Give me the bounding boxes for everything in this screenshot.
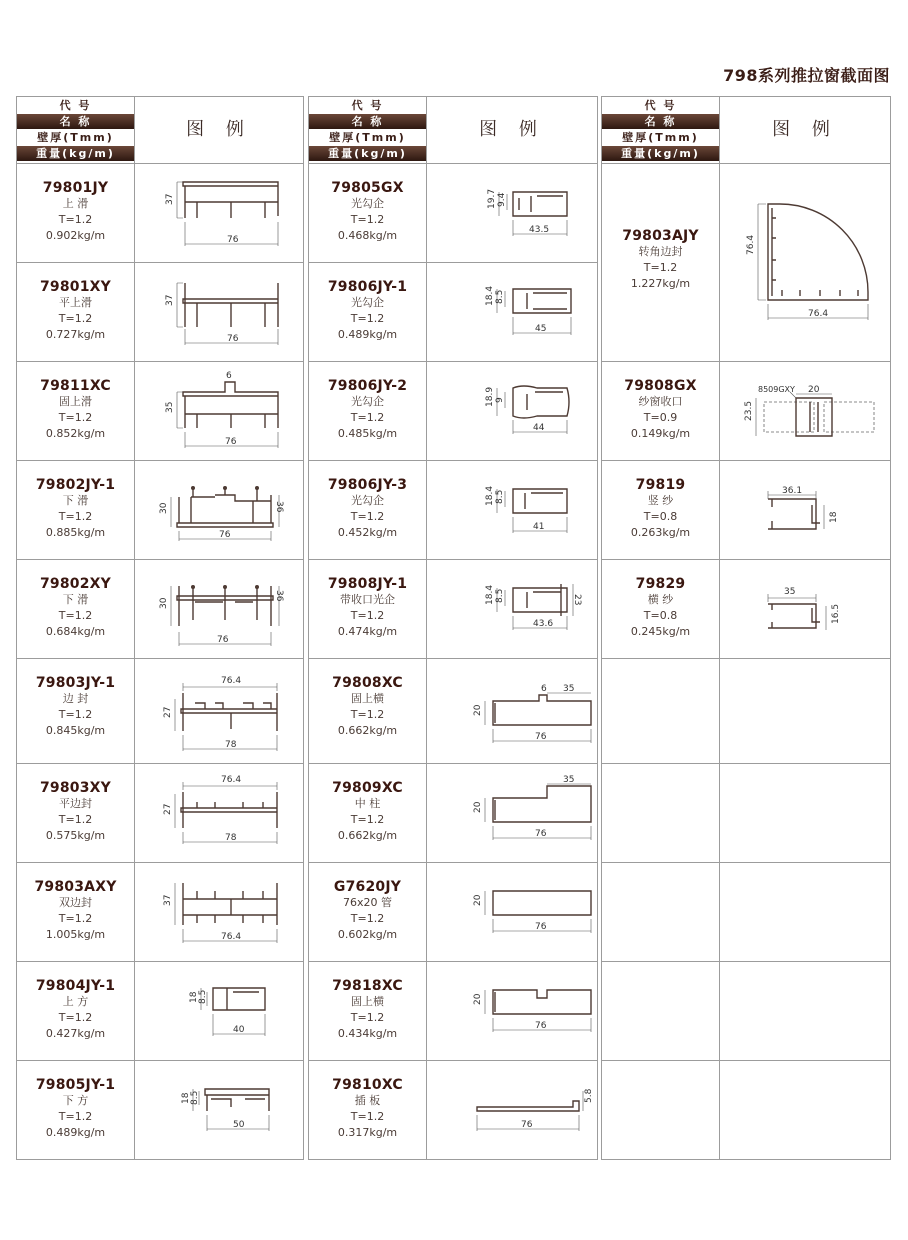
dim-label: 76 [219,530,231,540]
profile-weight: 0.317kg/m [337,1126,398,1139]
profile-code: 79803AJY [622,228,699,244]
dim-label: 18.4 [485,285,495,306]
profile-code: 79808XC [332,675,403,691]
profile-weight: 0.575kg/m [45,829,106,842]
thickness-label: 壁厚(Tmm) [602,130,719,145]
dim-label: 8.5 [198,989,208,1004]
name-label: 名 称 [309,114,426,129]
legend-label: 图 例 [186,119,252,140]
profile-code: 79808GX [624,378,697,394]
profile-thickness: T=0.8 [643,609,678,622]
profile-row [309,362,597,461]
profile-row [309,1061,597,1159]
profile-name: 转角边封 [638,245,683,258]
profile-weight: 0.684kg/m [45,625,106,638]
profile-drawing [135,362,303,460]
dim-label: 37 [165,294,175,306]
dim-label: 18 [829,511,839,523]
dim-label: 5.8 [584,1088,594,1103]
profile-drawing [135,659,303,763]
dim-label: 76 [535,1021,547,1031]
profile-weight: 0.434kg/m [337,1027,398,1040]
profile-thickness: T=1.2 [58,213,93,226]
profile-code: 79811XC [40,378,111,394]
thickness-label: 壁厚(Tmm) [309,130,426,145]
profile-name: 横 纱 [647,593,674,606]
profile-thickness: T=1.2 [58,813,93,826]
profile-drawing [720,362,890,460]
profile-drawing [427,764,597,862]
profile-code: 79804JY-1 [35,978,116,994]
profile-row [17,164,303,263]
profile-thickness: T=1.2 [350,813,385,826]
profile-drawing [135,863,303,961]
dim-label: 6 [226,371,232,381]
dim-label: 18.4 [485,485,495,506]
name-label: 名 称 [602,114,719,129]
name-label: 名 称 [17,114,134,129]
profile-name: 下 滑 [62,593,89,606]
profile-row [309,560,597,659]
profile-code: 79829 [635,576,686,592]
dim-label: 40 [233,1025,245,1035]
dim-label: 35 [563,775,575,785]
profile-thickness: T=1.2 [58,708,93,721]
profile-row [602,560,890,659]
profile-thickness: T=1.2 [643,261,678,274]
profile-code: 79801XY [39,279,112,295]
dim-label: 76 [535,829,547,839]
profile-thickness: T=1.2 [58,312,93,325]
profile-thickness: T=1.2 [350,912,385,925]
dim-label: 76 [535,732,547,742]
profile-name: 纱窗收口 [638,395,683,408]
dim-label: 27 [163,706,173,718]
profile-code: 79818XC [332,978,403,994]
profile-name: 下 滑 [62,494,89,507]
profile-weight: 0.149kg/m [630,427,691,440]
profile-drawing [427,164,597,262]
dim-label: 78 [225,740,237,750]
profile-row [17,362,303,461]
legend-label: 图 例 [479,119,545,140]
dim-label: 9.4 [497,192,507,207]
dim-label: 76.4 [221,932,242,942]
profile-code: 79810XC [332,1077,403,1093]
profile-code: 79806JY-3 [327,477,408,493]
column-header [17,97,303,164]
dim-label: 27 [163,803,173,815]
profile-name: 上 滑 [62,197,89,210]
profile-drawing [135,461,303,559]
code-label: 代 号 [602,98,719,113]
dim-label: 36.1 [782,486,803,496]
page-title: 798系列推拉窗截面图 [723,66,890,85]
profile-row [17,764,303,863]
profile-weight: 0.489kg/m [337,328,398,341]
profile-name: 带收口光企 [340,593,395,606]
profile-drawing [427,461,597,559]
profile-code: 79802XY [39,576,112,592]
profile-weight: 0.727kg/m [45,328,106,341]
profile-column-2 [308,96,598,1160]
dim-label: 78 [225,833,237,843]
profile-row [17,263,303,362]
dim-label: 18 [181,1092,191,1104]
dim-label: 76.4 [746,234,756,255]
profile-name: 插 板 [354,1094,381,1107]
profile-thickness: T=0.9 [643,411,678,424]
profile-name: 竖 纱 [647,494,674,507]
dim-label: 76 [225,437,237,447]
profile-thickness: T=1.2 [350,510,385,523]
dim-label: 20 [473,894,483,906]
profile-row [309,461,597,560]
dim-label: 50 [233,1120,245,1130]
dim-label: 76 [227,334,239,344]
dim-label: 76.4 [221,676,242,686]
dim-label: 8.5 [190,1090,200,1105]
profile-code: 79806JY-2 [327,378,408,394]
profile-name: 光勾企 [351,395,384,408]
dim-label: 30 [159,597,169,609]
profile-thickness: T=0.8 [643,510,678,523]
profile-thickness: T=1.2 [58,1011,93,1024]
profile-row [17,560,303,659]
thickness-label: 壁厚(Tmm) [17,130,134,145]
dim-label: 23 [572,594,582,606]
dim-label: 16.5 [831,603,841,624]
profile-name: 上 方 [62,995,89,1008]
profile-weight: 0.474kg/m [337,625,398,638]
profile-drawing [135,962,303,1060]
dim-label: 36 [274,590,284,602]
profile-thickness: T=1.2 [58,912,93,925]
profile-code: 79803AXY [34,879,117,895]
profile-thickness: T=1.2 [58,1110,93,1123]
profile-drawing [135,560,303,658]
dim-label: 6 [541,684,547,694]
profile-thickness: T=1.2 [350,213,385,226]
profile-weight: 0.427kg/m [45,1027,106,1040]
column-header [309,97,597,164]
profile-weight: 0.263kg/m [630,526,691,539]
legend-label: 图 例 [772,119,838,140]
profile-row [602,461,890,560]
profile-code: 79803XY [39,780,112,796]
profile-thickness: T=1.2 [350,411,385,424]
profile-row [309,263,597,362]
profile-drawing [427,263,597,361]
profile-drawing [427,962,597,1060]
profile-name: 固上横 [351,692,384,705]
profile-code: 79801JY [42,180,109,196]
profile-code: G7620JY [333,879,402,895]
dim-label: 37 [163,894,173,906]
profile-weight: 0.885kg/m [45,526,106,539]
profile-row [17,1061,303,1159]
empty-row [602,659,890,764]
profile-thickness: T=1.2 [58,510,93,523]
dim-label: 76 [217,635,229,645]
profile-drawing [427,863,597,961]
profile-weight: 0.845kg/m [45,724,106,737]
profile-name: 光勾企 [351,296,384,309]
profile-weight: 0.602kg/m [337,928,398,941]
empty-row [602,863,890,962]
profile-thickness: T=1.2 [350,1110,385,1123]
profile-weight: 0.452kg/m [337,526,398,539]
dim-label: 8.5 [495,289,505,304]
profile-thickness: T=1.2 [350,609,385,622]
profile-row [309,962,597,1061]
dim-label: 18.4 [485,584,495,605]
empty-row [602,962,890,1061]
weight-label: 重量(kg/m) [17,146,134,161]
dim-label: 45 [535,324,547,334]
profile-code: 79805JY-1 [35,1077,116,1093]
dim-label: 8.5 [495,489,505,504]
dim-label: 20 [473,704,483,716]
profile-weight: 1.005kg/m [45,928,106,941]
dim-label: 20 [473,993,483,1005]
profile-row [17,863,303,962]
profile-name: 光勾企 [351,197,384,210]
profile-column-3 [601,96,891,1160]
profile-drawing [135,1061,303,1159]
profile-drawing [427,560,597,658]
profile-row [309,659,597,764]
profile-name: 平边封 [59,797,92,810]
profile-name: 光勾企 [351,494,384,507]
profile-weight: 0.902kg/m [45,229,106,242]
profile-weight: 0.468kg/m [337,229,398,242]
code-label: 代 号 [17,98,134,113]
profile-weight: 0.485kg/m [337,427,398,440]
dim-label: 36 [274,501,284,513]
profile-row [17,962,303,1061]
profile-thickness: T=1.2 [350,708,385,721]
dim-label: 41 [533,522,545,532]
dim-label: 8509GXY [758,385,795,394]
dim-label: 35 [563,684,575,694]
profile-name: 固上横 [351,995,384,1008]
profile-drawing [720,164,890,361]
profile-weight: 0.852kg/m [45,427,106,440]
dim-label: 37 [165,193,175,205]
profile-drawing [135,263,303,361]
profile-row [309,164,597,263]
profile-weight: 0.662kg/m [337,829,398,842]
profile-weight: 1.227kg/m [630,277,691,290]
profile-weight: 0.489kg/m [45,1126,106,1139]
profile-thickness: T=1.2 [58,609,93,622]
code-label: 代 号 [309,98,426,113]
dim-label: 43.6 [533,619,554,629]
profile-row [17,659,303,764]
profile-drawing [135,164,303,262]
profile-name: 边 封 [62,692,89,705]
profile-code: 79802JY-1 [35,477,116,493]
profile-code: 79803JY-1 [35,675,116,691]
dim-label: 20 [473,801,483,813]
profile-thickness: T=1.2 [350,312,385,325]
column-header [602,97,890,164]
dim-label: 76.4 [808,309,829,319]
dim-label: 23.5 [744,400,754,421]
profile-drawing [135,764,303,862]
profile-weight: 0.245kg/m [630,625,691,638]
weight-label: 重量(kg/m) [602,146,719,161]
profile-code: 79808JY-1 [327,576,408,592]
dim-label: 76 [521,1120,533,1130]
dim-label: 18 [189,991,199,1003]
profile-name: 76x20 管 [342,896,392,909]
dim-label: 35 [165,401,175,413]
dim-label: 20 [808,385,820,395]
profile-thickness: T=1.2 [58,411,93,424]
dim-label: 19.7 [487,188,497,209]
profile-code: 79805GX [331,180,404,196]
profile-code: 79819 [635,477,686,493]
empty-row [602,1061,890,1159]
dim-label: 44 [533,423,545,433]
profile-name: 下 方 [62,1094,89,1107]
profile-thickness: T=1.2 [350,1011,385,1024]
weight-label: 重量(kg/m) [309,146,426,161]
dim-label: 76.4 [221,775,242,785]
profile-row [602,164,890,362]
dim-label: 18.9 [485,386,495,407]
dim-label: 30 [159,502,169,514]
profile-name: 中 柱 [354,797,381,810]
dim-label: 76 [535,922,547,932]
profile-row [17,461,303,560]
profile-code: 79809XC [332,780,403,796]
profile-name: 双边封 [59,896,92,909]
profile-name: 平上滑 [59,296,92,309]
profile-row [309,764,597,863]
dim-label: 9 [495,397,505,403]
dim-label: 43.5 [529,225,550,235]
profile-drawing [427,659,597,763]
dim-label: 35 [784,587,796,597]
profile-name: 固上滑 [59,395,92,408]
profile-code: 79806JY-1 [327,279,408,295]
empty-row [602,764,890,863]
profile-drawing [720,560,890,658]
profile-drawing [427,362,597,460]
profile-weight: 0.662kg/m [337,724,398,737]
profile-drawing [720,461,890,559]
profile-column-1 [16,96,304,1160]
profile-row [309,863,597,962]
dim-label: 76 [227,235,239,245]
dim-label: 8.5 [495,588,505,603]
profile-drawing [427,1061,597,1159]
profile-row [602,362,890,461]
